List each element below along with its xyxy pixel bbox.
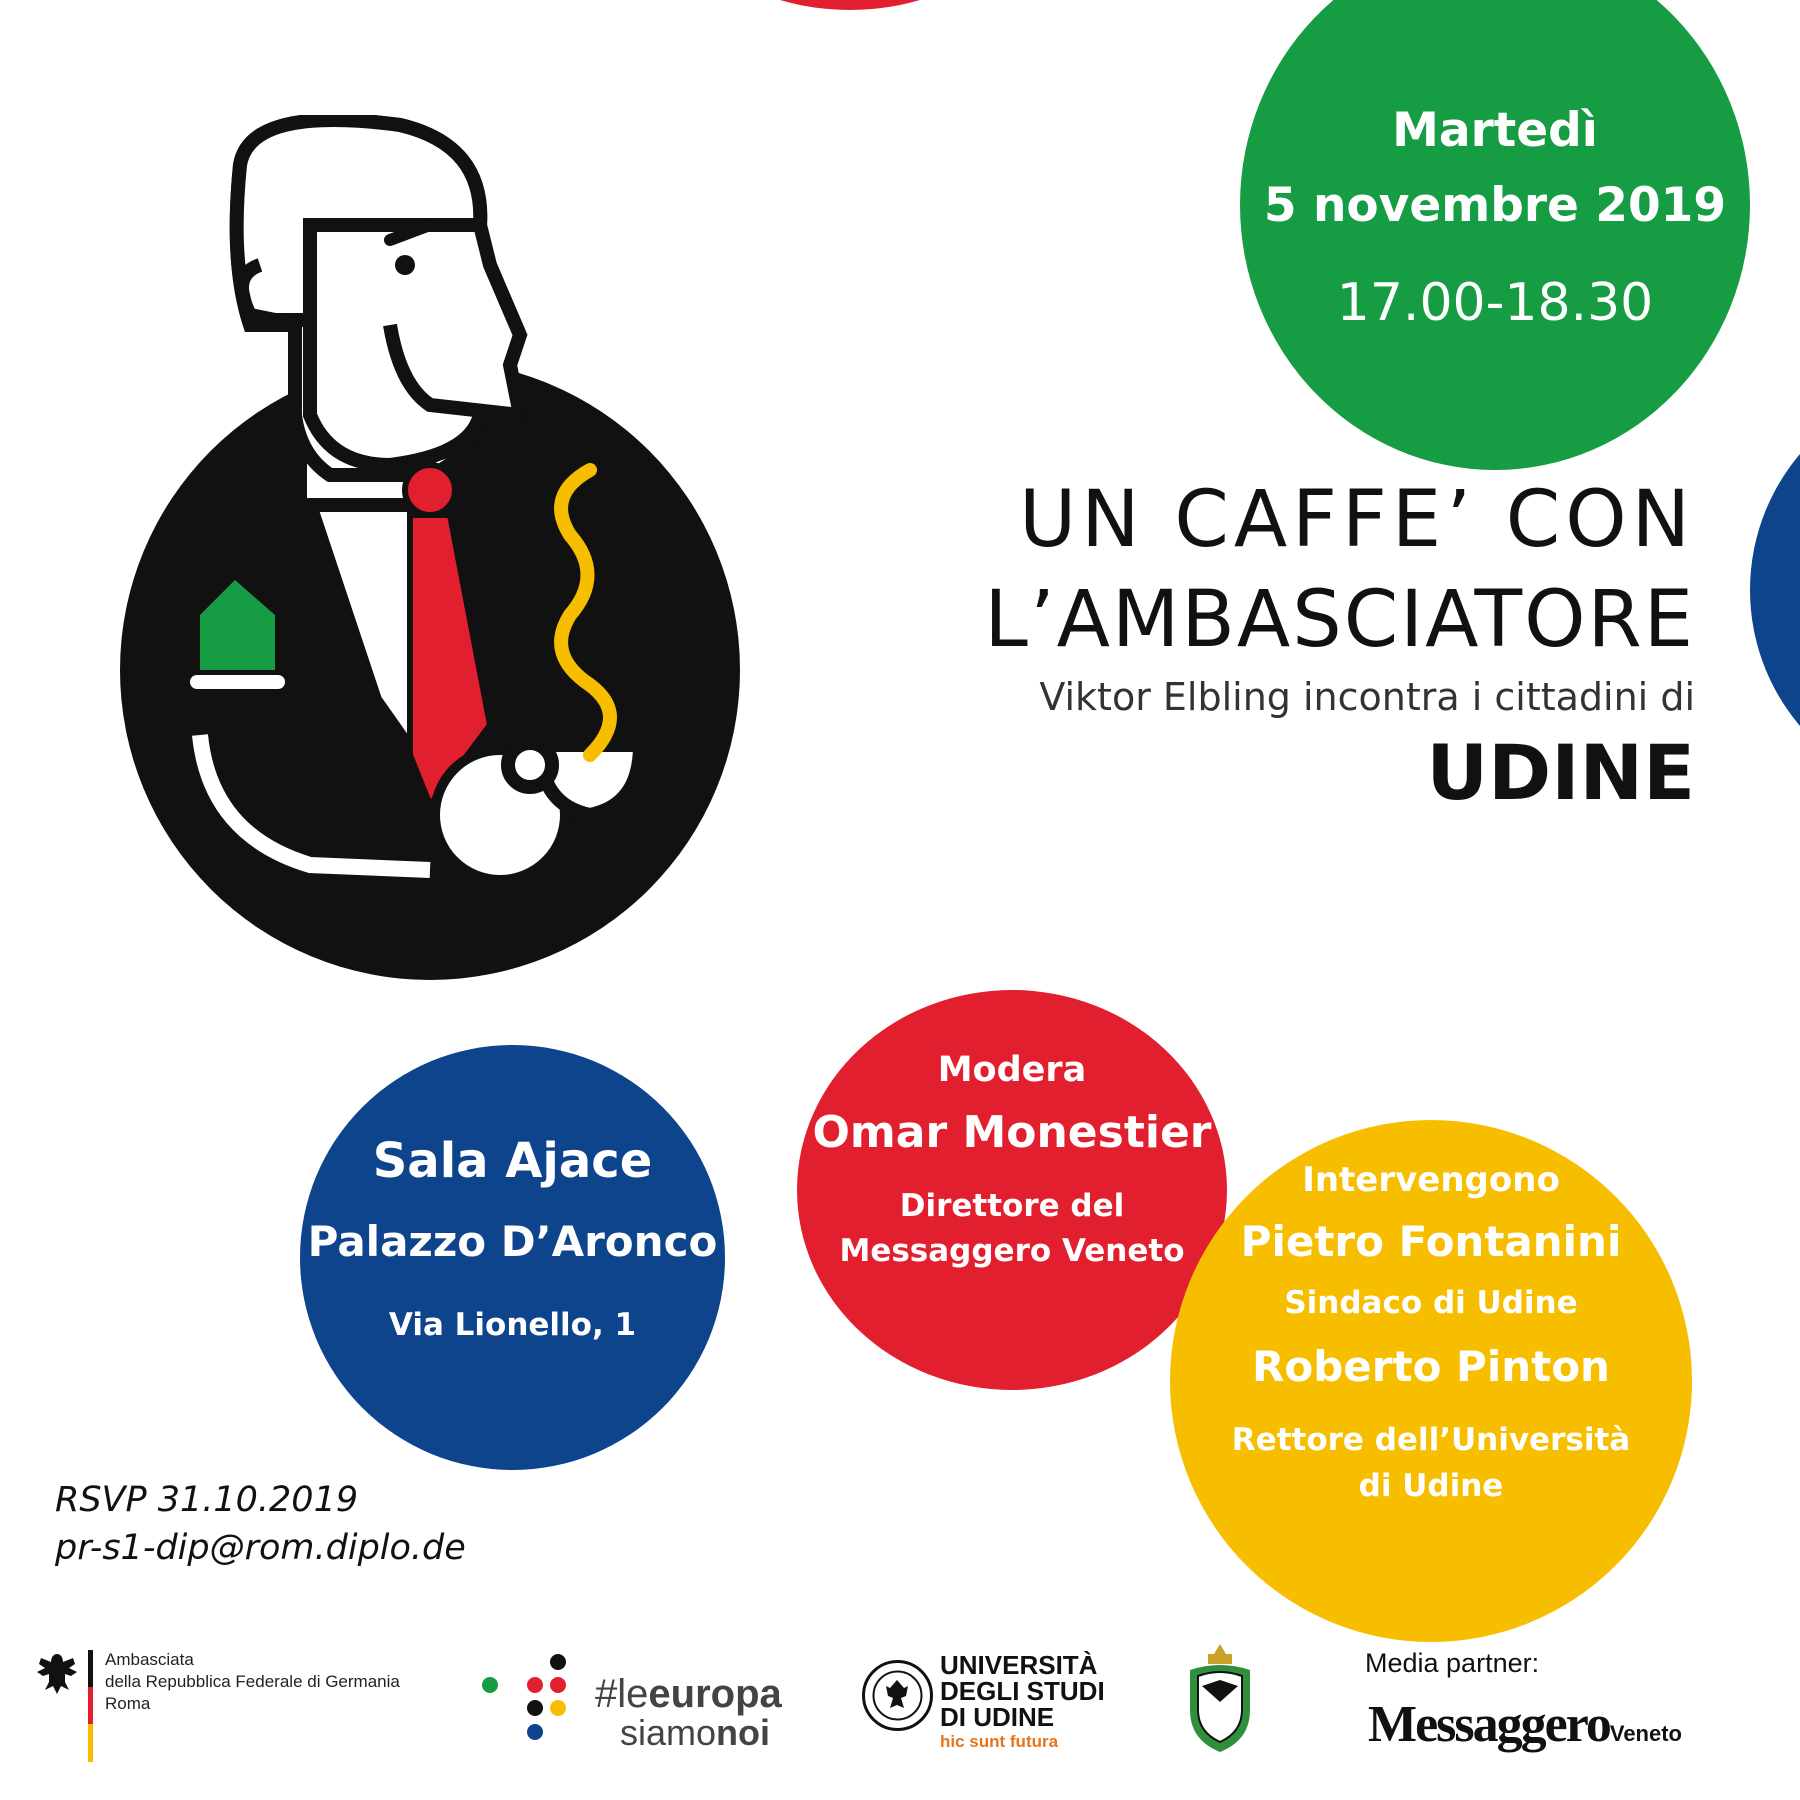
udine-coat-of-arms-icon	[1180, 1640, 1260, 1760]
venue-palace: Palazzo D’Aronco	[307, 1217, 718, 1266]
venue-circle	[300, 1045, 725, 1470]
date-circle	[1240, 0, 1750, 470]
venue-address: Via Lionello, 1	[388, 1307, 637, 1343]
cup-handle-shape	[508, 743, 552, 787]
moderator-name: Omar Monestier	[812, 1107, 1212, 1158]
dots-icon	[480, 1650, 575, 1745]
university-seal-icon	[860, 1658, 935, 1733]
speakers-circle	[1170, 1120, 1692, 1642]
rsvp-deadline: RSVP 31.10.2019	[55, 1480, 359, 1520]
university-logo	[860, 1650, 1140, 1750]
embassy-logo	[35, 1650, 455, 1765]
university-motto: hic sunt futura	[940, 1732, 1059, 1751]
messaggero-small: Veneto	[1609, 1721, 1682, 1746]
event-time: 17.00-18.30	[1336, 273, 1654, 333]
eye-shape	[395, 255, 415, 275]
speaker1-role: Sindaco di Udine	[1284, 1285, 1578, 1321]
ambassador-illustration	[100, 115, 760, 1035]
embassy-line1: Ambasciata	[105, 1650, 194, 1669]
moderator-role-line2: Messaggero Veneto	[839, 1233, 1185, 1269]
city-name: UDINE	[1426, 728, 1695, 817]
europa-tag-prefix: #le	[595, 1672, 649, 1716]
german-flag-stripe	[88, 1650, 93, 1762]
speaker2-role-line1: Rettore dell’Università	[1231, 1422, 1631, 1458]
event-day: Martedì	[1392, 103, 1598, 158]
moderator-role-line1: Direttore del	[899, 1188, 1125, 1224]
moderator-label: Modera	[937, 1050, 1087, 1090]
university-line3: DI UDINE	[940, 1702, 1055, 1732]
speaker2-name: Roberto Pinton	[1252, 1342, 1610, 1391]
title-line2: L’AMBASCIATORE	[984, 575, 1695, 665]
subtitle: Viktor Elbling incontra i cittadini di	[1039, 675, 1695, 719]
messaggero-logo	[1368, 1695, 1698, 1755]
red-circle-top-decoration	[600, 0, 1100, 10]
speaker1-name: Pietro Fontanini	[1240, 1217, 1622, 1266]
europa-sub	[620, 1712, 770, 1754]
speaker2-role-line2: di Udine	[1358, 1468, 1504, 1504]
speakers-label: Intervengono	[1302, 1160, 1560, 1200]
university-line1: UNIVERSITÀ	[940, 1650, 1098, 1680]
messaggero-main: Messaggero	[1368, 1696, 1610, 1753]
europa-logo	[480, 1650, 810, 1753]
europa-tag-bold: europa	[648, 1672, 782, 1716]
blue-circle-right-decoration	[1750, 380, 1800, 800]
venue-hall: Sala Ajace	[372, 1133, 653, 1189]
rsvp-email[interactable]: pr-s1-dip@rom.diplo.de	[55, 1528, 466, 1568]
event-date: 5 novembre 2019	[1263, 178, 1727, 233]
eagle-icon	[35, 1650, 79, 1698]
moderator-circle	[797, 990, 1227, 1390]
europa-tag	[595, 1672, 782, 1717]
university-line2: DEGLI STUDI	[940, 1676, 1105, 1706]
title-line1: UN CAFFE’ CON	[1019, 475, 1695, 565]
tie-knot-shape	[405, 465, 455, 515]
europa-sub-prefix: siamo	[620, 1712, 717, 1753]
pocket-line-shape	[190, 675, 285, 689]
media-partner-label: Media partner:	[1365, 1648, 1540, 1678]
embassy-line2: della Repubblica Federale di Germania	[105, 1672, 400, 1691]
embassy-line3: Roma	[105, 1694, 151, 1713]
europa-sub-bold: noi	[716, 1712, 771, 1753]
